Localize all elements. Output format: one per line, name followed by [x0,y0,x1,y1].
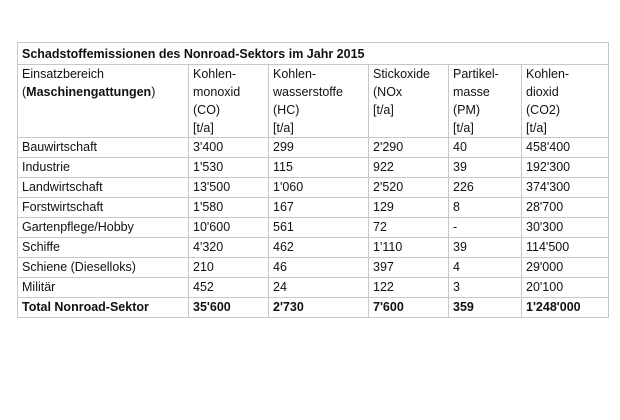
header-co2 [522,65,609,138]
header-co [189,65,269,138]
cell-hc: 24 [269,278,369,298]
cell-hc: 299 [269,138,369,158]
header-einsatzbereich [18,65,189,138]
emissions-table [17,42,609,318]
cell-nox: 1'110 [369,238,449,258]
header-hc [269,65,369,138]
cell-pm: 8 [449,198,522,218]
header-line: [t/a] [453,121,474,135]
table-row [18,158,609,178]
cell-pm: 39 [449,158,522,178]
cell-pm: 39 [449,238,522,258]
table-row [18,178,609,198]
header-line: [t/a] [273,121,294,135]
table-title-row [18,43,609,65]
cell-nox: 122 [369,278,449,298]
cell-co2: 20'100 [522,278,609,298]
header-line: [t/a] [193,121,214,135]
row-label: Schiffe [18,238,189,258]
total-nox: 7'600 [369,298,449,318]
table-title: Schadstoffemissionen des Nonroad-Sektors im Jahr 2015 [18,43,609,65]
cell-co2: 29'000 [522,258,609,278]
row-label: Schiene (Dieselloks) [18,258,189,278]
cell-co2: 192'300 [522,158,609,178]
cell-hc: 115 [269,158,369,178]
table-header-row [18,65,609,138]
cell-nox: 72 [369,218,449,238]
header-maschinengattungen: Maschinengattungen [26,85,152,99]
total-co: 35'600 [189,298,269,318]
header-line: (PM) [453,103,481,117]
table-row [18,258,609,278]
cell-co: 13'500 [189,178,269,198]
header-line: Kohlen- [273,67,317,81]
cell-hc: 1'060 [269,178,369,198]
emissions-table-container [17,42,608,318]
cell-hc: 561 [269,218,369,238]
header-line: [t/a] [526,121,547,135]
cell-nox: 129 [369,198,449,218]
cell-pm: 3 [449,278,522,298]
total-label: Total Nonroad-Sektor [18,298,189,318]
cell-hc: 167 [269,198,369,218]
cell-hc: 462 [269,238,369,258]
header-line: Partikel- [453,67,499,81]
header-pm [449,65,522,138]
header-line: (CO) [193,103,221,117]
header-line: (HC) [273,103,300,117]
cell-co2: 114'500 [522,238,609,258]
row-label: Forstwirtschaft [18,198,189,218]
cell-pm: 4 [449,258,522,278]
header-line [22,83,184,101]
header-paren-close: ) [151,85,156,99]
cell-co: 1'580 [189,198,269,218]
total-hc: 2'730 [269,298,369,318]
cell-pm: 40 [449,138,522,158]
cell-co: 210 [189,258,269,278]
cell-pm: - [449,218,522,238]
header-line: Einsatzbereich [22,67,104,81]
row-label: Gartenpflege/Hobby [18,218,189,238]
header-line: masse [453,85,490,99]
row-label: Bauwirtschaft [18,138,189,158]
cell-hc: 46 [269,258,369,278]
header-line: monoxid [193,85,241,99]
header-line: Kohlen- [526,67,570,81]
header-line: (NOx [373,85,403,99]
row-label: Landwirtschaft [18,178,189,198]
table-row [18,238,609,258]
cell-nox: 2'290 [369,138,449,158]
row-label: Militär [18,278,189,298]
cell-nox: 922 [369,158,449,178]
table-row [18,218,609,238]
header-line: (CO2) [526,103,561,117]
cell-co2: 458'400 [522,138,609,158]
cell-co: 452 [189,278,269,298]
row-label: Industrie [18,158,189,178]
total-pm: 359 [449,298,522,318]
header-line: Kohlen- [193,67,237,81]
cell-pm: 226 [449,178,522,198]
cell-co: 10'600 [189,218,269,238]
total-row [18,298,609,318]
header-nox [369,65,449,138]
cell-co2: 374'300 [522,178,609,198]
header-line: [t/a] [373,103,394,117]
cell-co2: 28'700 [522,198,609,218]
total-co2: 1'248'000 [522,298,609,318]
cell-co2: 30'300 [522,218,609,238]
header-paren-open: ( [22,85,27,99]
header-line: Stickoxide [373,67,430,81]
header-line: dioxid [526,85,559,99]
cell-co: 3'400 [189,138,269,158]
header-line: wasserstoffe [273,85,343,99]
cell-nox: 2'520 [369,178,449,198]
cell-nox: 397 [369,258,449,278]
cell-co: 4'320 [189,238,269,258]
cell-co: 1'530 [189,158,269,178]
table-row [18,278,609,298]
table-row [18,138,609,158]
table-row [18,198,609,218]
